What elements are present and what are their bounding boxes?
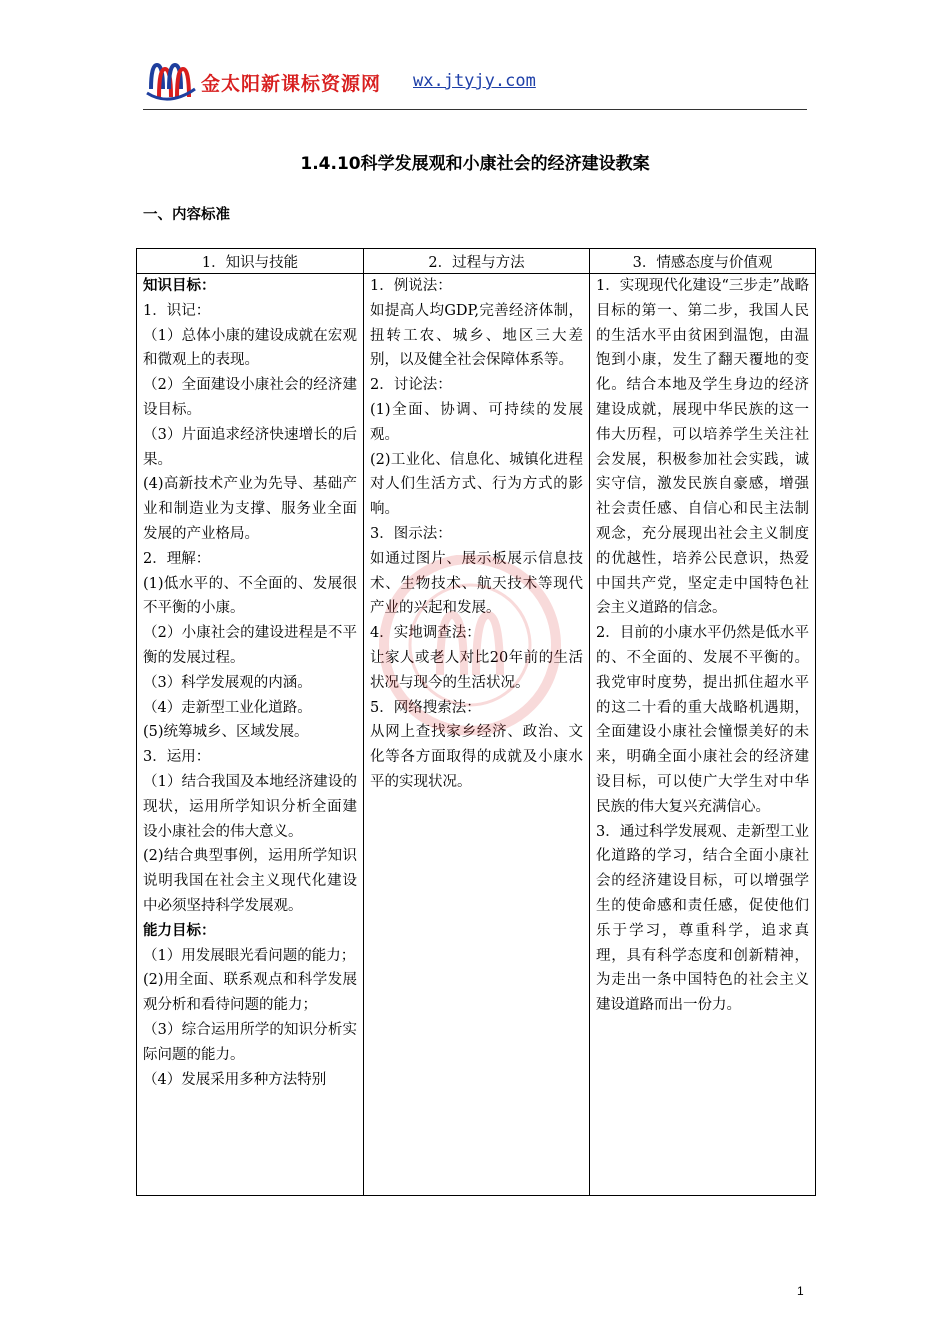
col1-paragraph: （2）小康社会的建设进程是不平衡的发展过程。 (143, 625, 357, 666)
col1-paragraph: （3）科学发展观的内涵。 (143, 674, 312, 691)
document-title: 1.4.10科学发展观和小康社会的经济建设教案 (300, 154, 650, 174)
table-body-row (137, 274, 816, 1196)
col1-paragraph: 知识目标： (143, 278, 216, 294)
col1-paragraph: (4)高新技术产业为先导、基础产业和制造业为支撑、服务业全面发展的产业格局。 (143, 476, 357, 542)
knowledge-skills-cell (137, 274, 364, 1196)
brand-name: 金太阳新课标资源网 (201, 73, 382, 95)
col1-paragraph: （1）总体小康的建设成就在宏观和微观上的表现。 (143, 327, 357, 369)
col1-paragraph: （3）片面追求经济快速增长的后果。 (143, 426, 357, 468)
process-methods-cell (364, 274, 590, 1196)
col1-paragraph: （4）走新型工业化道路。 (143, 699, 312, 716)
col1-paragraph: （2）全面建设小康社会的经济建设目标。 (143, 377, 357, 418)
col1-paragraph: 2．理解： (143, 550, 211, 567)
col2-paragraph: (2)工业化、信息化、城镇化进程对人们生活方式、行为方式的影响。 (370, 451, 583, 518)
content-standards-table (136, 248, 816, 1196)
col2-paragraph: 4．实地调查法： (370, 625, 481, 642)
jty-logo-icon (145, 59, 197, 103)
col1-paragraph: 能力目标： (143, 922, 216, 939)
col2-paragraph: 如提高人均GDP,完善经济体制，扭转工农、城乡、地区三大差别，以及健全社会保障体系等。 (370, 302, 583, 369)
col2-paragraph: 2．讨论法： (370, 377, 452, 394)
site-link[interactable]: wx.jtyjy.com (413, 71, 536, 91)
col1-paragraph: (2)结合典型事例，运用所学知识说明我国在社会主义现代化建设中必须坚持科学发展观。 (143, 848, 357, 914)
col2-paragraph: 3．图示法： (370, 525, 452, 542)
header-divider (143, 109, 807, 110)
col3-paragraph: 1．实现现代化建设“三步走”战略目标的第一、第二步，我国人民的生活水平由贫困到温饱，由温饱到小康，发生了翻天覆地的变化。结合本地及学生身边的经济建设成就，展现中华民族的这一伟大历程，可以培养学生关注社会发展，积极参加社会实践，诚实守信，激发民族自豪感，增强社会责任感、自信心和民主法制观念，充分展现出社会主义制度的优越性，培养公民意识，热爱中国共产党，坚定走中国特色社会主义道路的信念。 (596, 278, 809, 617)
col1-paragraph: (2)用全面、联系观点和科学发展观分析和看待问题的能力； (143, 972, 357, 1014)
section-heading: 一、内容标准 (143, 207, 230, 223)
col2-paragraph: 从网上查找家乡经济、政治、文化等各方面取得的成就及小康水平的实现状况。 (370, 724, 583, 790)
col1-paragraph: (1)低水平的、不全面的、发展很不平衡的小康。 (143, 575, 357, 617)
col2-paragraph: 1．例说法： (370, 278, 452, 294)
col2-paragraph: 如通过图片、展示板展示信息技术、生物技术、航天技术等现代产业的兴起和发展。 (370, 550, 583, 617)
header-process-methods: 2．过程与方法 (364, 249, 590, 274)
table-header-row (137, 249, 816, 274)
col1-paragraph: （4）发展采用多种方法特别 (143, 1071, 327, 1088)
col2-paragraph: (1)全面、协调、可持续的发展观。 (370, 401, 583, 443)
page-header (143, 55, 807, 111)
col1-paragraph: 1．识记： (143, 302, 211, 319)
header-knowledge-skills: 1．知识与技能 (137, 249, 364, 274)
col1-paragraph: （1）结合我国及本地经济建设的现状，运用所学知识分析全面建设小康社会的伟大意义。 (143, 773, 357, 840)
col1-paragraph: （3）综合运用所学的知识分析实际问题的能力。 (143, 1021, 357, 1063)
col2-paragraph: 让家人或老人对比20年前的生活状况与现今的生活状况。 (370, 649, 583, 691)
col1-paragraph: （1）用发展眼光看问题的能力； (143, 947, 356, 964)
col1-paragraph: (5)统筹城乡、区域发展。 (143, 724, 309, 741)
col2-paragraph: 5．网络搜索法： (370, 699, 481, 716)
attitudes-values-cell (590, 274, 816, 1196)
col3-paragraph: 2．目前的小康水平仍然是低水平的、不全面的、发展不平衡的。我党审时度势，提出抓住超水平的这二十看的重大战略机遇期，全面建设小康社会憧憬美好的未来，明确全面小康社会的经济建设目标，可以使广大学生对中华民族的伟大复兴充满信心。 (596, 625, 809, 815)
col3-paragraph: 3．通过科学发展观、走新型工业化道路的学习，结合全面小康社会的经济建设目标，可以增强学生的使命感和责任感，促使他们乐于学习，尊重科学，追求真理，具有科学态度和创新精神，为走出一条中国特色的社会主义建设道路而出一份力。 (596, 823, 809, 1014)
col1-paragraph: 3．运用： (143, 749, 211, 766)
header-attitudes-values: 3．情感态度与价值观 (590, 249, 816, 274)
page-number: 1 (797, 1284, 804, 1298)
